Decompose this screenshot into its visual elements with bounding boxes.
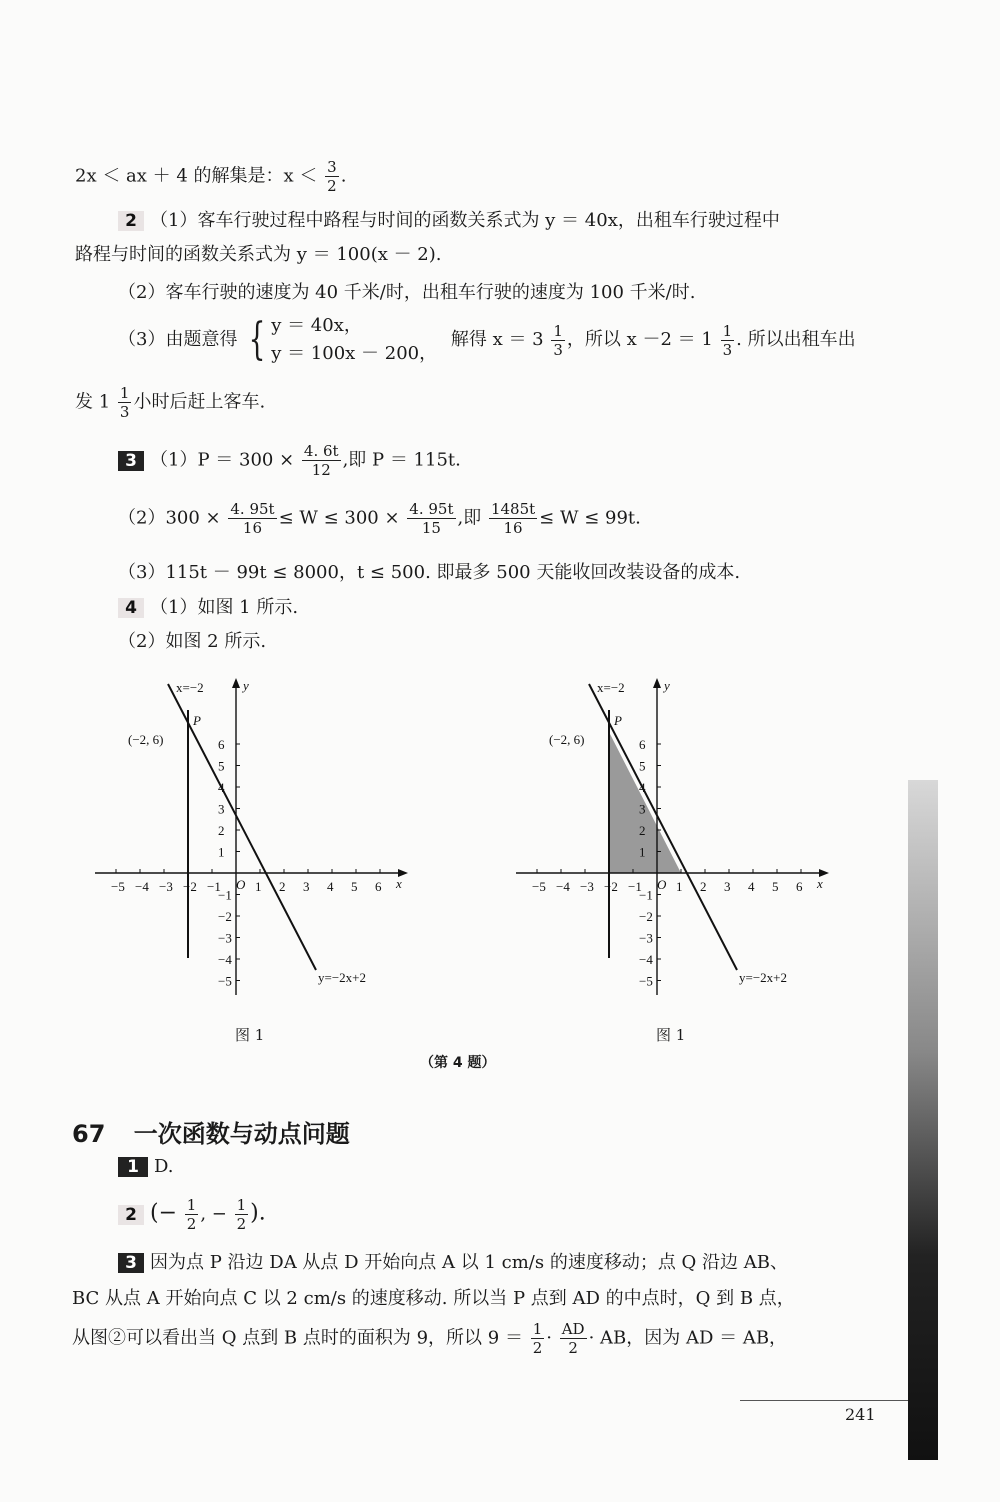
footer-rule — [740, 1400, 910, 1401]
answer-1 — [118, 1156, 174, 1177]
problem-badge: 2 — [118, 211, 144, 231]
y-arrow — [232, 678, 240, 688]
graph-2 — [511, 670, 841, 1010]
y-tick-label: 3 — [639, 801, 646, 817]
text: （3）由题意得 — [118, 329, 238, 350]
x-tick-label: 4 — [327, 879, 334, 894]
y-tick-label: 6 — [639, 737, 646, 752]
problem-label: （第 4 题） — [420, 1055, 496, 1071]
denominator: 16 — [503, 519, 523, 537]
text: · — [546, 1327, 552, 1349]
y-tick-label: −1 — [639, 887, 653, 903]
x-tick-label: 4 — [748, 879, 755, 894]
label-y: y — [243, 678, 249, 693]
x-tick-label: 5 — [351, 879, 358, 894]
problem-badge: 4 — [118, 598, 144, 618]
numerator: 1485t — [490, 500, 536, 518]
label-p: P — [193, 713, 201, 728]
brace: { — [248, 314, 266, 365]
y-tick-label: −2 — [639, 909, 653, 924]
line-5 — [118, 312, 856, 368]
denominator: 2 — [532, 1339, 543, 1357]
x-tick-label: −4 — [135, 879, 149, 894]
y-tick-label: −4 — [218, 952, 232, 967]
y-tick-label: 6 — [218, 737, 225, 752]
text: , − — [200, 1203, 227, 1225]
denominator: 2 — [236, 1215, 247, 1233]
x-tick-label: −5 — [111, 879, 125, 894]
label-p: P — [614, 713, 622, 728]
line-6 — [75, 384, 265, 421]
fraction — [407, 500, 455, 537]
numerator: 1 — [532, 1320, 543, 1338]
page-number: 241 — [845, 1405, 876, 1424]
text: （1）客车行驶过程中路程与时间的函数关系式为 y ＝ 40x，出租车行驶过程中 — [150, 210, 780, 231]
denominator: 2 — [568, 1339, 578, 1357]
text: ，所以 x －2 ＝ 1 — [566, 329, 713, 350]
caption-right: 图 1 — [656, 1026, 686, 1044]
page-edge-shadow — [908, 780, 938, 1460]
denominator: 2 — [327, 177, 337, 195]
numerator: 3 — [327, 158, 337, 176]
problem-badge: 3 — [118, 451, 144, 471]
denominator: 2 — [186, 1215, 197, 1233]
fraction — [235, 1196, 249, 1233]
denominator: 16 — [242, 519, 262, 537]
fraction — [118, 384, 132, 421]
label-line: y=−2x+2 — [318, 970, 366, 985]
y-tick-label: 4 — [639, 780, 646, 795]
x-tick-label: −5 — [532, 879, 546, 894]
label-y: y — [664, 678, 670, 693]
x-tick-label: 3 — [724, 879, 731, 894]
text: 从图②可以看出当 Q 点到 B 点时的面积为 9，所以 9 ＝ — [72, 1327, 523, 1349]
line-10 — [118, 593, 298, 619]
denominator: 3 — [119, 403, 130, 421]
numerator: 1 — [186, 1196, 197, 1214]
x-tick-label: 2 — [700, 879, 707, 894]
x-tick-label: 5 — [772, 879, 779, 894]
y-tick-label: 3 — [218, 801, 225, 817]
x-tick-label: −3 — [159, 879, 173, 894]
y-tick-label: −4 — [639, 952, 653, 967]
text: 解得 x ＝ 3 — [450, 329, 544, 350]
y-tick-label: 1 — [218, 844, 225, 860]
line-1 — [75, 158, 346, 195]
line-y-eq-neg2x-plus2 — [168, 684, 316, 970]
y-tick-label: −5 — [218, 973, 232, 989]
equation: y ＝ 100x － 200， — [271, 343, 438, 364]
text: D. — [154, 1156, 174, 1177]
graph-1 — [90, 670, 420, 1010]
y-tick-label: 2 — [218, 823, 225, 838]
label-x: x — [396, 876, 402, 891]
problem-badge: 3 — [118, 1253, 144, 1273]
x-tick-label: −2 — [604, 879, 618, 894]
numerator: 1 — [236, 1196, 247, 1214]
caption-left: 图 1 — [235, 1026, 265, 1044]
fraction — [531, 1320, 545, 1357]
label-line: y=−2x+2 — [739, 970, 787, 985]
text: （1）P ＝ 300 × — [150, 449, 295, 471]
x-tick-label: −2 — [183, 879, 197, 894]
text: ≤ W ≤ 99t. — [539, 507, 641, 529]
denominator: 3 — [722, 340, 733, 359]
answer-2 — [118, 1196, 266, 1233]
answer-3-line-3 — [72, 1320, 787, 1357]
text: · AB，因为 AD ＝ AB， — [588, 1327, 788, 1349]
label-x: x — [817, 876, 823, 891]
problem-badge: 2 — [118, 1205, 144, 1225]
numerator: 1 — [722, 321, 733, 340]
fraction — [185, 1196, 199, 1233]
text: 因为点 P 沿边 DA 从点 D 开始向点 A 以 1 cm/s 的速度移动；点 Q 沿边 AB、 — [150, 1252, 788, 1273]
numerator: 1 — [553, 321, 563, 340]
x-tick-label: 6 — [375, 879, 382, 894]
text: (− — [150, 1200, 178, 1226]
label-origin: O — [657, 877, 667, 892]
text: （2）300 × — [118, 507, 221, 529]
y-tick-label: −3 — [639, 930, 653, 946]
line-9: （3）115t － 99t ≤ 8000，t ≤ 500. 即最多 500 天能收回改装设备的成本. — [118, 562, 741, 583]
y-tick-label: 5 — [639, 758, 646, 774]
x-tick-label: −4 — [556, 879, 570, 894]
denominator: 12 — [311, 461, 331, 479]
answer-3-line-2: BC 从点 A 开始向点 C 以 2 cm/s 的速度移动. 所以当 P 点到 AD 的中点时，Q 到 B 点， — [72, 1288, 795, 1309]
x-tick-label: 1 — [676, 879, 683, 894]
x-tick-label: −1 — [628, 879, 642, 894]
y-tick-label: −2 — [218, 909, 232, 924]
denominator: 15 — [421, 519, 441, 537]
y-tick-label: 1 — [639, 844, 646, 860]
fraction — [721, 322, 735, 359]
equation: y ＝ 40x， — [271, 315, 362, 336]
label-coord: (−2, 6) — [128, 732, 164, 747]
x-tick-label: −1 — [207, 879, 221, 894]
text: ,即 — [457, 507, 482, 529]
x-tick-label: −3 — [580, 879, 594, 894]
answer-3-line-1 — [118, 1248, 788, 1274]
fraction — [551, 322, 565, 359]
x-tick-label: 3 — [303, 879, 310, 894]
label-x-eq: x=−2 — [176, 680, 204, 695]
line-7 — [118, 442, 461, 479]
y-tick-label: 4 — [218, 780, 225, 795]
label-x-eq: x=−2 — [597, 680, 625, 695]
y-tick-label: 2 — [639, 823, 646, 838]
y-arrow — [653, 678, 661, 688]
denominator: 3 — [553, 340, 563, 359]
equation-system — [271, 312, 437, 368]
numerator: 1 — [119, 384, 130, 402]
label-origin: O — [236, 877, 246, 892]
x-tick-label: 1 — [255, 879, 262, 894]
text: . 所以出租车出 — [736, 329, 856, 350]
y-tick-label: −1 — [218, 887, 232, 903]
section-heading — [72, 1114, 350, 1149]
text: ,即 P ＝ 115t. — [342, 449, 461, 471]
x-tick-label: 2 — [279, 879, 286, 894]
y-tick-label: −3 — [218, 930, 232, 946]
fraction — [228, 500, 276, 537]
text: . — [340, 165, 347, 187]
fraction — [302, 442, 341, 479]
text: 小时后赶上客车. — [133, 391, 266, 413]
line-11: （2）如图 2 所示. — [118, 631, 267, 652]
fraction — [560, 1320, 587, 1357]
problem-badge: 1 — [118, 1157, 148, 1177]
label-coord: (−2, 6) — [549, 732, 585, 747]
line-3: 路程与时间的函数关系式为 y ＝ 100(x － 2). — [75, 244, 442, 265]
text: ). — [250, 1200, 266, 1226]
section-number: 67 — [72, 1120, 106, 1148]
numerator: 4. 95t — [409, 500, 454, 518]
y-tick-label: 5 — [218, 758, 225, 774]
line-2 — [118, 206, 780, 232]
line-4: （2）客车行驶的速度为 40 千米/时，出租车行驶的速度为 100 千米/时. — [118, 282, 696, 303]
fraction — [325, 158, 339, 195]
text: （1）如图 1 所示. — [150, 597, 299, 618]
x-tick-label: 6 — [796, 879, 803, 894]
text: 发 1 — [75, 391, 111, 413]
section-title: 一次函数与动点问题 — [133, 1120, 350, 1148]
text: ≤ W ≤ 300 × — [278, 507, 400, 529]
numerator: 4. 6t — [303, 442, 339, 460]
text: 2x ＜ ax ＋ 4 的解集是：x ＜ — [75, 165, 318, 187]
fraction — [489, 500, 537, 537]
y-tick-label: −5 — [639, 973, 653, 989]
numerator: AD — [561, 1320, 585, 1338]
numerator: 4. 95t — [230, 500, 275, 518]
line-8 — [118, 500, 641, 537]
